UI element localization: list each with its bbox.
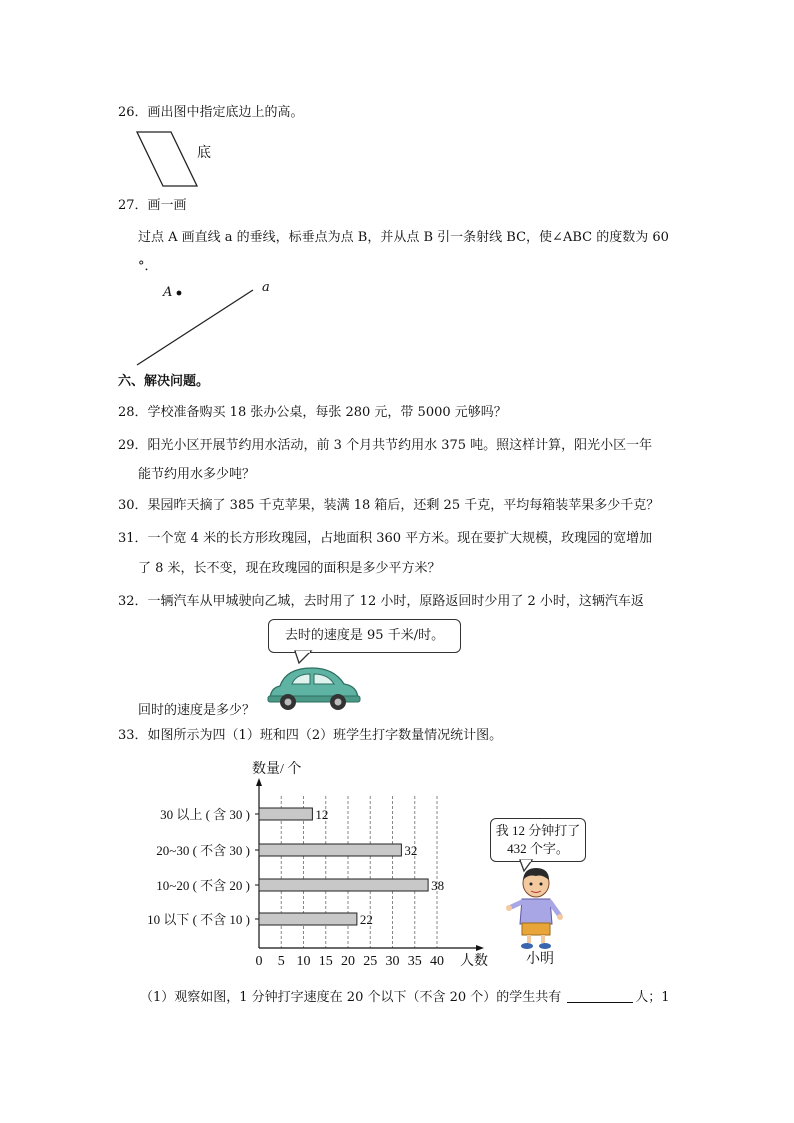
q33-sub1 — [140, 990, 670, 1006]
q33-sub1-tail: 人；1 — [635, 990, 670, 1005]
x-tick-label: 20 — [341, 954, 355, 969]
x-tick-label: 35 — [407, 954, 422, 969]
bar-value-label: 12 — [315, 807, 329, 822]
q30-text: 30．果园昨天摘了 385 千克苹果，装满 18 箱后，还剩 25 千克，平均每箱装苹果多少千克？ — [118, 498, 660, 513]
q29-line2: 能节约用水多少吨？ — [138, 467, 256, 482]
bar-value-label: 32 — [404, 843, 418, 858]
q33-text: 33．如图所示为四（1）班和四（2）班学生打字数量情况统计图。 — [118, 728, 503, 743]
x-tick-label: 25 — [363, 954, 378, 969]
line-a-label: a — [262, 280, 270, 295]
bar-value-label: 22 — [359, 912, 373, 927]
category-label: 10~20 ( 不含 20 ) — [156, 878, 250, 893]
q31-line1: 31．一个宽 4 米的长方形玫瑰园，占地面积 360 平方米。现在要扩大规模，玫瑰园的宽增加 — [118, 531, 653, 546]
speed-speech-bubble: 去时的速度是 95 千米/时。 — [268, 619, 461, 653]
q28-text: 28．学校准备购买 18 张办公桌，每张 280 元，带 5000 元够吗？ — [118, 405, 507, 420]
x-tick-label: 10 — [296, 954, 311, 969]
q31-line2: 了 8 米，长不变，现在玫瑰园的面积是多少平方米？ — [138, 561, 441, 576]
boy-illustration — [506, 866, 566, 950]
q32-line2: 回时的速度是多少？ — [138, 703, 256, 718]
q26-text: 26．画出图中指定底边上的高。 — [118, 105, 304, 120]
x-tick-label: 15 — [318, 954, 333, 969]
answer-blank[interactable] — [567, 990, 633, 1003]
q29-line1: 29．阳光小区开展节约用水活动，前 3 个月共节约用水 375 吨。照这样计算，阳光小区一年 — [118, 438, 653, 453]
bar — [259, 844, 401, 856]
bar-value-label: 38 — [431, 878, 445, 893]
bar — [259, 913, 357, 925]
q27-instruction-line1: 过点 A 画直线 a 的垂线，标垂点为点 B，并从点 B 引一条射线 BC，使∠ABC 的度数为 60 — [138, 230, 669, 245]
x-tick-label: 40 — [430, 954, 444, 969]
bar — [259, 879, 428, 891]
x-axis-label: 人数 — [460, 954, 488, 969]
section-6-heading: 六、解决问题。 — [118, 374, 210, 389]
q27-title: 27．画一画 — [118, 198, 187, 213]
category-label: 20~30 ( 不含 30 ) — [156, 843, 250, 858]
x-tick-label: 5 — [277, 954, 285, 969]
base-label: 底 — [197, 145, 211, 161]
q32-line1: 32．一辆汽车从甲城驶向乙城，去时用了 12 小时，原路返回时少用了 2 小时，这辆汽车返 — [118, 594, 644, 609]
x-tick-label: 0 — [255, 954, 263, 969]
x-tick-label: 30 — [385, 954, 400, 969]
q27-instruction-line2: °． — [138, 259, 158, 274]
y-axis-arrow — [256, 778, 262, 786]
xiaoming-label: 小明 — [526, 952, 554, 967]
category-label: 10 以下 ( 不含 10 ) — [147, 912, 250, 927]
point-a-label: A — [163, 285, 173, 300]
bar — [259, 808, 312, 820]
x-axis-arrow — [476, 945, 484, 951]
category-label: 30 以上 ( 含 30 ) — [160, 807, 250, 822]
y-axis-label: 数量/ 个 — [252, 762, 302, 777]
xiaoming-speech-bubble: 我 12 分钟打了 432 个字。 — [490, 818, 586, 862]
q33-sub1-text: （1）观察如图，1 分钟打字速度在 20 个以下（不含 20 个）的学生共有 — [140, 990, 562, 1005]
